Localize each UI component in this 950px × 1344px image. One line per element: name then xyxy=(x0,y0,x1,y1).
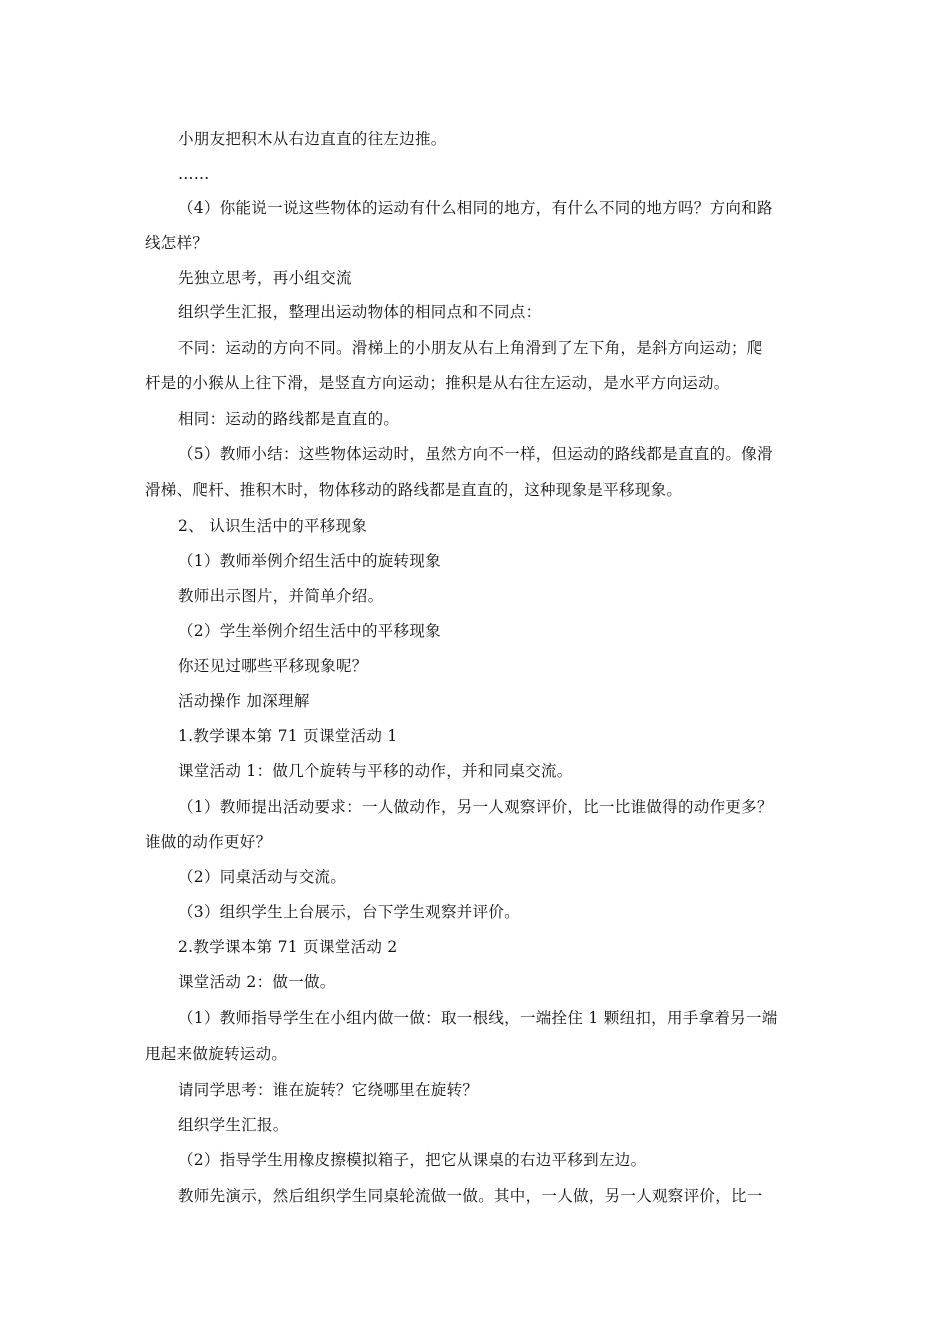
section-heading: 2、 认识生活中的平移现象 xyxy=(178,517,368,535)
paragraph-line: 杆是的小猴从上往下滑，是竖直方向运动；推积是从右往左运动，是水平方向运动。 xyxy=(145,374,730,392)
paragraph-line: （1）教师提出活动要求：一人做动作，另一人观察评价，比一比谁做得的动作更多？ xyxy=(178,798,773,816)
paragraph-line: （5）教师小结：这些物体运动时，虽然方向不一样，但运动的路线都是直直的。像滑 xyxy=(178,445,773,463)
section-heading: 活动操作 加深理解 xyxy=(178,692,310,710)
paragraph-line: 线怎样？ xyxy=(145,234,209,252)
paragraph-line: 课堂活动 2：做一做。 xyxy=(178,973,336,991)
paragraph-line: 组织学生汇报。 xyxy=(178,1116,289,1134)
paragraph-line: （2）学生举例介绍生活中的平移现象 xyxy=(178,622,441,640)
paragraph-line: 课堂活动 1：做几个旋转与平移的动作，并和同桌交流。 xyxy=(178,762,573,780)
paragraph-line: 甩起来做旋转运动。 xyxy=(145,1045,288,1063)
paragraph-line: （1）教师举例介绍生活中的旋转现象 xyxy=(178,552,441,570)
paragraph-line: （4）你能说一说这些物体的运动有什么相同的地方，有什么不同的地方吗？方向和路 xyxy=(178,199,773,217)
paragraph-line: 小朋友把积木从右边直直的往左边推。 xyxy=(178,130,447,148)
paragraph-line: （3）组织学生上台展示，台下学生观察并评价。 xyxy=(178,903,520,921)
paragraph-line: 教师出示图片，并简单介绍。 xyxy=(178,587,384,605)
paragraph-line: 滑梯、爬杆、推积木时，物体移动的路线都是直直的，这种现象是平移现象。 xyxy=(145,481,683,499)
paragraph-line: 1.教学课本第 71 页课堂活动 1 xyxy=(178,727,398,745)
paragraph-line: 谁做的动作更好？ xyxy=(145,833,272,851)
paragraph-line: （2）指导学生用橡皮擦模拟箱子，把它从课桌的右边平移到左边。 xyxy=(178,1151,647,1169)
paragraph-line: 2.教学课本第 71 页课堂活动 2 xyxy=(178,938,398,956)
paragraph-line: 你还见过哪些平移现象呢？ xyxy=(178,657,368,675)
paragraph-line: 教师先演示，然后组织学生同桌轮流做一做。其中，一人做，另一人观察评价，比一 xyxy=(178,1187,763,1205)
paragraph-line: 不同：运动的方向不同。滑梯上的小朋友从右上角滑到了左下角，是斜方向运动；爬 xyxy=(178,339,763,357)
ellipsis-line: …… xyxy=(178,165,210,183)
paragraph-line: （1）教师指导学生在小组内做一做：取一根线，一端拴住 1 颗纽扣，用手拿着另一端 xyxy=(178,1009,778,1027)
paragraph-line: （2）同桌活动与交流。 xyxy=(178,868,347,886)
paragraph-line: 组织学生汇报，整理出运动物体的相同点和不同点： xyxy=(178,303,542,321)
paragraph-line: 相同：运动的路线都是直直的。 xyxy=(178,410,400,428)
paragraph-line: 请同学思考：谁在旋转？它绕哪里在旋转？ xyxy=(178,1081,479,1099)
paragraph-line: 先独立思考，再小组交流 xyxy=(178,269,352,287)
